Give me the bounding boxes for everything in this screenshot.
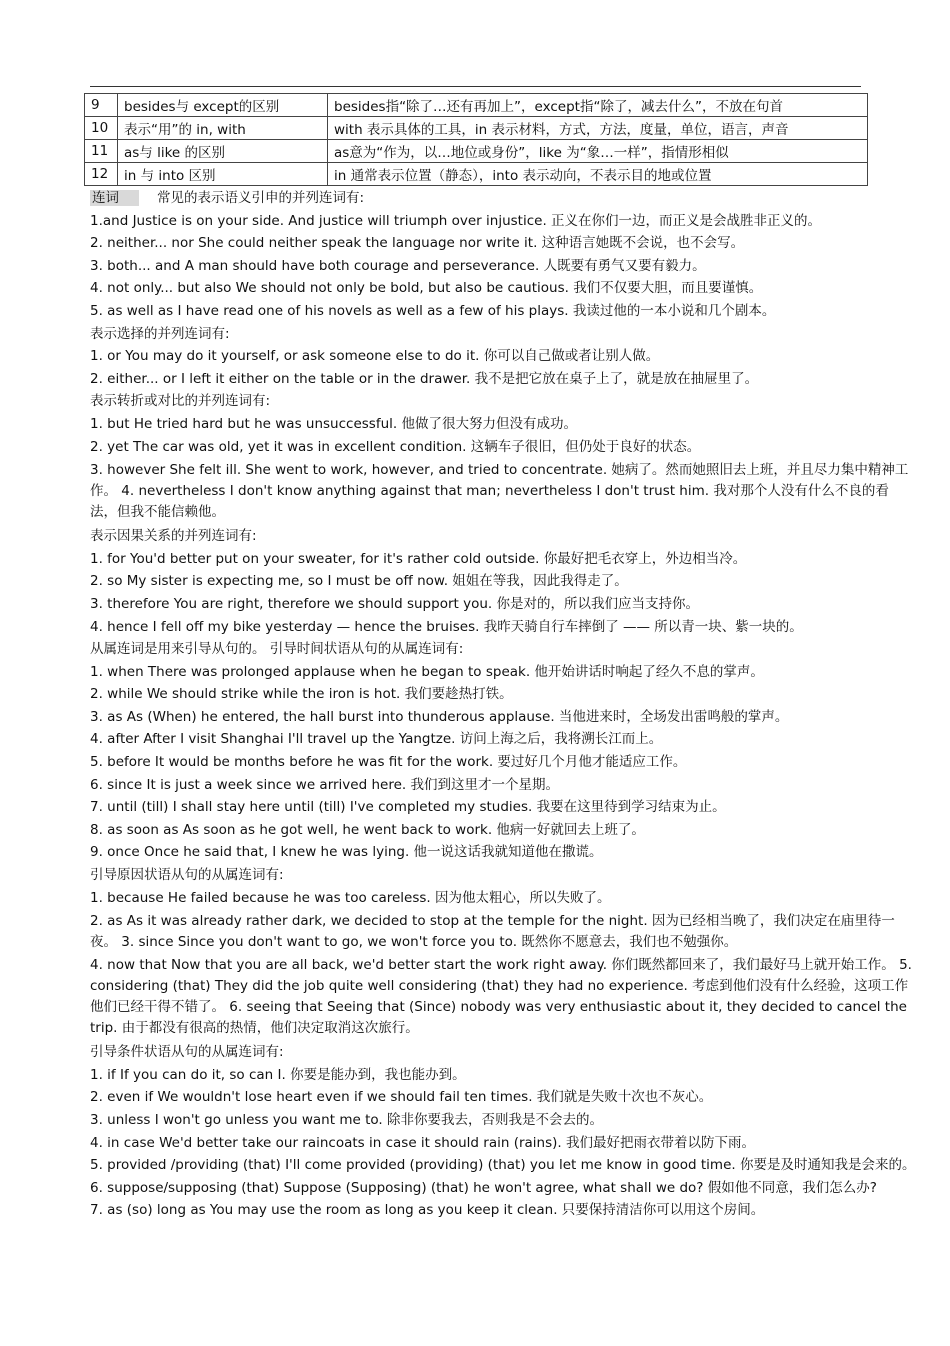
row-number: 10: [85, 117, 118, 140]
row-topic: in 与 into 区别: [118, 163, 328, 186]
example-line: 9. once Once he said that, I knew he was lying. 他一说这话我就知道他在撒谎。: [90, 844, 603, 861]
example-paragraph: 4. now that Now that you are all back, we'd better start the work right away. 你们既然都回来了，我们最好马上就开始工作。 5. considering (that) They did the job quite well considering (that) they had no experience. 考虑到他们没有什么经验，这项工作他们已经干得不错了。 6. seeing that Seeing that (Since) nobody was very enthusiastic about it, they decided to cancel the trip. 由于都没有很高的热情，他们决定取消这次旅行。: [90, 957, 912, 1037]
example-line: 1. when There was prolonged applause when he began to speak. 他开始讲话时响起了经久不息的掌声。: [90, 663, 764, 680]
section-heading: [90, 187, 912, 210]
subheading: 表示转折或对比的并列连词有:: [90, 393, 271, 410]
example-line: 3. as As (When) he entered, the hall burst into thunderous applause. 当他进来时，全场发出雷鸣般的掌声。: [90, 708, 789, 725]
example-line: 5. before It would be months before he was fit for the work. 要过好几个月他才能适应工作。: [90, 754, 687, 771]
example-line: 8. as soon as As soon as he got well, he went back to work. 他病一好就回去上班了。: [90, 821, 645, 838]
example-line: 4. after After I visit Shanghai I'll travel up the Yangtze. 访问上海之后，我将溯长江而上。: [90, 731, 663, 748]
row-number: 11: [85, 140, 118, 163]
table-row: [85, 140, 868, 163]
subheading: 表示因果关系的并列连词有:: [90, 528, 257, 545]
example-line: 3. unless I won't go unless you want me to. 除非你要我去，否则我是不会去的。: [90, 1112, 603, 1128]
example-line: 1. because He failed because he was too careless. 因为他太粗心，所以失败了。: [90, 889, 611, 906]
document-body: [90, 187, 916, 1222]
row-description: as意为“作为，以…地位或身份”，like 为“象…一样”，指情形相似: [328, 140, 868, 163]
header-rule: [90, 86, 861, 87]
example-line: 2. either... or I left it either on the table or in the drawer. 我不是把它放在桌子上了，就是放在抽屉里了。: [90, 370, 759, 387]
example-line: 2. so My sister is expecting me, so I must be off now. 姐姐在等我，因此我得走了。: [90, 573, 628, 590]
example-line: 2. neither... nor She could neither speak the language nor write it. 这种语言她既不会说，也不会写。: [90, 235, 745, 252]
example-line: 2. even if We wouldn't lose heart even if we should fail ten times. 我们就是失败十次也不灰心。: [90, 1089, 713, 1106]
example-line: 4. hence I fell off my bike yesterday — hence the bruises. 我昨天骑自行车摔倒了 —— 所以青一块、紫一块的。: [90, 618, 803, 635]
row-description: in 通常表示位置（静态），into 表示动向，不表示目的地或位置: [328, 163, 868, 186]
comparison-table: [84, 93, 868, 186]
row-topic: 表示“用”的 in, with: [118, 117, 328, 140]
example-line: 3. therefore You are right, therefore we should support you. 你是对的，所以我们应当支持你。: [90, 595, 699, 612]
subheading: 引导原因状语从句的从属连词有:: [90, 867, 284, 884]
row-description: with 表示具体的工具，in 表示材料，方式，方法，度量，单位，语言，声音: [328, 117, 868, 140]
example-line: 3. both... and A man should have both courage and perseverance. 人既要有勇气又要有毅力。: [90, 257, 706, 274]
example-line: 7. as (so) long as You may use the room as long as you keep it clean. 只要保持清洁你可以用这个房间。: [90, 1202, 765, 1219]
example-line: 6. since It is just a week since we arrived here. 我们到这里才一个星期。: [90, 776, 559, 793]
example-line: 2. while We should strike while the iron is hot. 我们要趁热打铁。: [90, 686, 513, 703]
subheading: 表示选择的并列连词有:: [90, 325, 230, 342]
table-row: [85, 117, 868, 140]
example-line: 4. in case We'd better take our raincoats in case it should rain (rains). 我们最好把雨衣带着以防下雨。: [90, 1134, 755, 1151]
example-line: 7. until (till) I shall stay here until (till) I've completed my studies. 我要在这里待到学习结束为止。: [90, 799, 726, 816]
subheading: 从属连词是用来引导从句的。 引导时间状语从句的从属连词有:: [90, 641, 464, 658]
example-line: 1. but He tried hard but he was unsuccessful. 他做了很大努力但没有成功。: [90, 415, 577, 432]
row-description: besides指“除了…还有再加上”，except指“除了，减去什么”，不放在句首: [328, 94, 868, 117]
row-topic: as与 like 的区别: [118, 140, 328, 163]
example-line: 1. or You may do it yourself, or ask someone else to do it. 你可以自己做或者让别人做。: [90, 348, 660, 365]
example-line: 5. provided /providing (that) I'll come provided (providing) (that) you let me know in good time. 你要是及时通知我是会来的。: [90, 1157, 916, 1174]
example-line: 1.and Justice is on your side. And justice will triumph over injustice. 正义在你们一边，而正义是会战胜非正义的。: [90, 212, 822, 229]
row-number: 9: [85, 94, 118, 117]
example-paragraph: 3. however She felt ill. She went to work, however, and tried to concentrate. 她病了。然而她照旧去上班，并且尽力集中精神工作。 4. nevertheless I don't know anything against that man; nevertheless I don't trust him. 我对那个人没有什么不良的看法，但我不能信赖他。: [90, 462, 909, 521]
row-number: 12: [85, 163, 118, 186]
example-line: 1. for You'd better put on your sweater, for it's rather cold outside. 你最好把毛衣穿上，外边相当冷。: [90, 550, 747, 567]
example-line: 2. yet The car was old, yet it was in excellent condition. 这辆车子很旧，但仍处于良好的状态。: [90, 438, 701, 455]
example-paragraph: 2. as As it was already rather dark, we decided to stop at the temple for the night. 因为已经相当晚了，我们决定在庙里待一夜。 3. since Since you don't want to go, we won't force you to. 既然你不愿意去，我们也不勉强你。: [90, 913, 895, 951]
table-row: [85, 163, 868, 186]
example-line: 4. not only... but also We should not only be bold, but also be cautious. 我们不仅要大胆，而且要谨慎。: [90, 280, 763, 297]
example-line: 5. as well as I have read one of his novels as well as a few of his plays. 我读过他的一本小说和几个剧本。: [90, 302, 776, 319]
table-row: [85, 94, 868, 117]
section-intro: 常见的表示语义引申的并列连词有:: [157, 190, 365, 206]
subheading: 引导条件状语从句的从属连词有:: [90, 1044, 284, 1061]
row-topic: besides与 except的区别: [118, 94, 328, 117]
example-line: 6. suppose/supposing (that) Suppose (Supposing) (that) he won't agree, what shall we do? 假如他不同意，我们怎么办?: [90, 1179, 877, 1196]
example-line: 1. if If you can do it, so can I. 你要是能办到，我也能办到。: [90, 1066, 466, 1083]
section-tag: 连词: [90, 190, 139, 206]
